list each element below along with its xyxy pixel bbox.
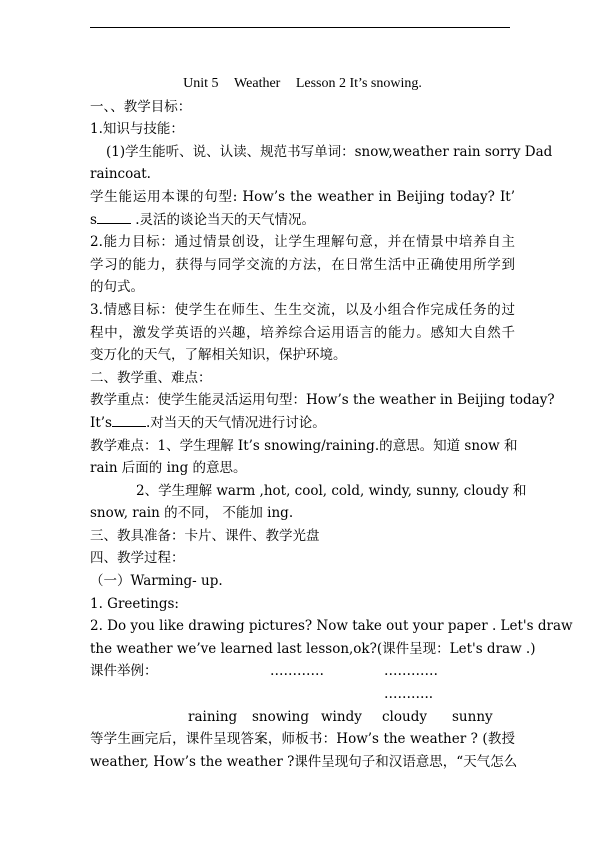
lesson-title [90, 73, 515, 96]
paragraph-line: rain 后面的 ing 的意思。 [90, 460, 247, 477]
text-fragment: .灵活的谈论当天的天气情况。 [135, 211, 316, 228]
weather-word: windy [321, 708, 362, 725]
example-dots: ……….. [384, 686, 434, 703]
section-heading-objectives: 一、、教学目标： [90, 98, 192, 115]
title-lesson: Lesson 2 It’s snowing. [295, 76, 422, 91]
text-fragment: s [90, 211, 97, 228]
section-heading-process: 四、教学过程： [90, 550, 185, 567]
header-rule [90, 27, 510, 28]
paragraph-line: snow, rain 的不同， 不能加 ing. [90, 505, 294, 522]
section-heading-key-points: 二、教学重、难点： [90, 369, 212, 386]
paragraph-line: 的句式。 [90, 279, 144, 296]
paragraph-line: the weather we’ve learned last lesson,ok?(课件呈现：Let's draw .) [90, 640, 536, 657]
paragraph-line: 2.能力目标：通过情景创设，让学生理解句意，并在情景中培养自主 [90, 234, 515, 251]
fill-blank [112, 414, 146, 427]
paragraph-line: 学生能运用本课的句型: How’s the weather in Beijing today? It’ [90, 188, 515, 205]
fill-blank [97, 211, 131, 224]
weather-word: raining [188, 708, 238, 725]
subheading-knowledge: 1.知识与技能： [90, 121, 184, 138]
subheading-warming-up: （一）Warming- up. [90, 573, 223, 590]
paragraph-line: 等学生画完后，课件呈现答案，师板书：How’s the weather ? (教授 [90, 731, 515, 748]
paragraph-line: 2. Do you like drawing pictures? Now take out your paper . Let's draw [90, 618, 573, 635]
title-unit: Unit 5 [183, 76, 219, 91]
paragraph-line: 变万化的天气，了解相关知识，保护环境。 [90, 347, 347, 364]
example-row [90, 683, 515, 706]
paragraph-line: 教学重点：使学生能灵活运用句型：How’s the weather in Beijing today? [90, 392, 555, 409]
paragraph-line: raincoat. [90, 166, 151, 183]
weather-word: sunny [452, 708, 493, 725]
weather-word: snowing [252, 708, 309, 725]
paragraph-line [90, 209, 515, 232]
paragraph-line: 3.情感目标：使学生在师生、生生交流，以及小组合作完成任务的过 [90, 301, 515, 318]
weather-word: cloudy [382, 708, 427, 725]
paragraph-line: 1. Greetings: [90, 595, 179, 612]
paragraph-line: (1)学生能听、说、认读、规范书写单词：snow,weather rain sorry Dad [106, 143, 553, 160]
example-label: 课件举例： [90, 663, 158, 680]
paragraph-line: weather, How’s the weather ?课件呈现句子和汉语意思，“天气怎么 [90, 753, 518, 770]
paragraph-line: 2、学生理解 warm ,hot, cool, cold, windy, sunny, cloudy 和 [136, 482, 527, 499]
text-fragment: It’s [90, 414, 112, 431]
example-dots: ………… [270, 663, 324, 680]
example-row [90, 660, 515, 683]
paragraph-line: 学习的能力，获得与同学交流的方法，在日常生活中正确使用所学到 [90, 256, 515, 273]
paragraph-line: 程中，激发学英语的兴趣，培养综合运用语言的能力。感知大自然千 [90, 324, 515, 341]
title-topic: Weather [234, 76, 281, 91]
section-heading-materials: 三、教具准备：卡片、课件、教学光盘 [90, 527, 320, 544]
weather-words-row [90, 706, 515, 729]
example-dots: ………… [384, 663, 438, 680]
text-fragment: .对当天的天气情况进行讨论。 [145, 414, 326, 431]
paragraph-line: 教学难点：1、学生理解 It’s snowing/raining.的意思。知道 snow 和 [90, 437, 518, 454]
document-page [90, 73, 573, 773]
paragraph-line [90, 412, 515, 435]
